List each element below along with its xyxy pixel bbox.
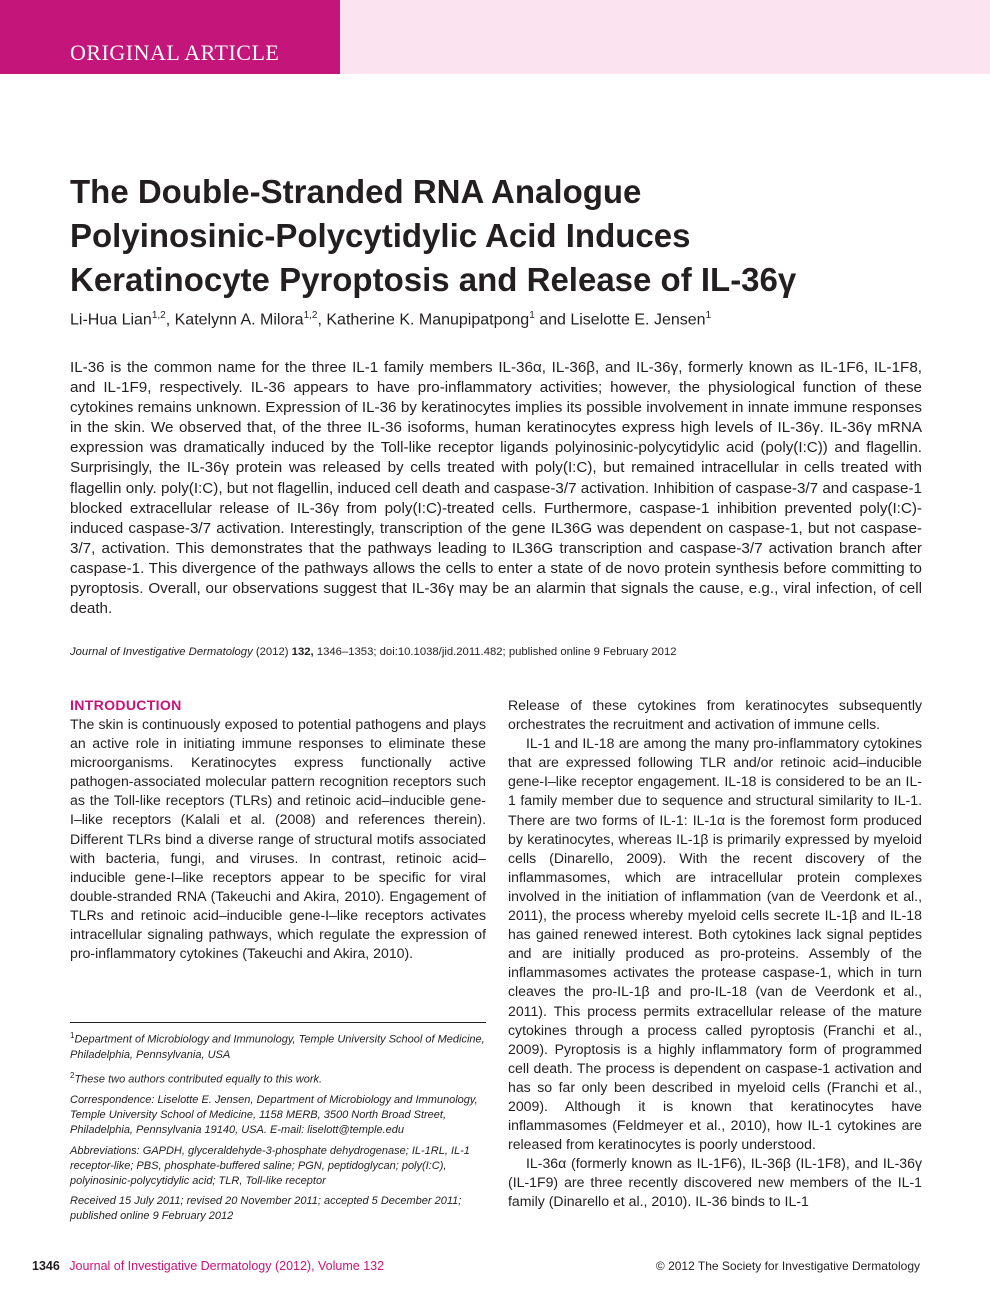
footer-journal-ref: Journal of Investigative Dermatology (2012), Volume 132 [69, 1259, 385, 1273]
author-name: Li-Hua Lian [70, 311, 152, 329]
page-number: 1346 [32, 1259, 60, 1273]
article-type-banner [0, 0, 340, 74]
footnote [70, 1068, 490, 1088]
left-column [70, 696, 486, 963]
footnote-text: These two authors contributed equally to this work. [74, 1073, 323, 1086]
footnote-text: Received 15 July 2011; revised 20 November 2011; accepted 5 December 2011; published online 9 February 2012 [70, 1195, 462, 1223]
paragraph: IL-1 and IL-18 are among the many pro-inflammatory cytokines that are expressed following TLR and/or retinoic acid–inducible gene-I–like receptor engagement. IL-18 is considered to be an IL-1 family member due to sequence and structural similarity to IL-1. There are two forms of IL-1: IL-1α is the foremost form produced by keratinocytes, whereas IL-1β is primarily expressed by myeloid cells (Dinarello, 2009). With the recent discovery of the inflammasomes, which are intracellular protein complexes involved in the initiation of inflammation (van de Veerdonk et al., 2011), the process whereby myeloid cells secrete IL-1β and IL-18 has gained renewed interest. Both cytokines lack signal peptides and are initially produced as pro-proteins. Assembly of the inflammasomes activates the protease caspase-1, which in turn cleaves the pro-IL-1β and pro-IL-18 (van de Veerdonk et al., 2011). This process permits extracellular release of the mature cytokines through a process called pyroptosis (Franchi et al., 2009). Pyroptosis is a highly inflammatory form of programmed cell death. The process is dependent on caspase-1 activation and has so far only been described in myeloid cells (Franchi et al., 2009). Although it is known that keratinocytes have inflammasomes (Feldmeyer et al., 2010), how IL-1 cytokines are released from keratinocytes is poorly understood. [508, 735, 922, 1153]
author-name: Katherine K. Manupipatpong [326, 311, 530, 329]
footnote [70, 1194, 490, 1224]
author-separator: and [534, 311, 571, 329]
title-line: Keratinocyte Pyroptosis and Release of IL-36γ [70, 261, 797, 298]
citation-line [70, 644, 930, 660]
title-line: The Double-Stranded RNA Analogue [70, 173, 642, 210]
citation-volume: 132, [291, 646, 314, 658]
paragraph: The skin is continuously exposed to potential pathogens and plays an active role in initiating immune responses to eliminate these microorganisms. Keratinocytes express functionally active pathogen-associated molecular pattern recognition receptors such as the Toll-like receptors (TLRs) and retinoic acid–inducible gene-I–like receptors (Kalali et al. (2008) and references therein). Different TLRs bind a diverse range of structural motifs associated with bacteria, fungi, and viruses. In contrast, retinoic acid–inducible gene-I–like receptors appear to be specific for viral double-stranded RNA (Takeuchi and Akira, 2010). Engagement of TLRs and retinoic acid–inducible gene-I–like receptors activates intracellular signaling pathways, which regulate the expression of pro-inflammatory cytokines (Takeuchi and Akira, 2010). [70, 716, 486, 962]
author-name: Liselotte E. Jensen [570, 311, 706, 329]
footnote [70, 1093, 490, 1139]
author-affiliation: 1,2 [151, 310, 166, 321]
author-separator: , [317, 311, 327, 329]
author-affiliation: 1,2 [303, 310, 318, 321]
paragraph: IL-36α (formerly known as IL-1F6), IL-36β (IL-1F8), and IL-36γ (IL-1F9) are three recently discovered new members of the IL-1 family (Dinarello et al., 2010). IL-36 binds to IL-1 [508, 1155, 922, 1210]
footnote-mark: 1 [70, 1031, 75, 1040]
footnote-text: Correspondence: Liselotte E. Jensen, Department of Microbiology and Immunology, Temple University School of Medicine, 1158 MERB, 3500 North Broad Street, Philadelphia, Pennsylvania 19140, USA. E-mail: liselott@temple.edu [70, 1093, 478, 1137]
footnotes [70, 1028, 490, 1230]
article-type-label: ORIGINAL ARTICLE [70, 40, 280, 65]
footnote-divider [70, 1022, 486, 1023]
header-band-light [340, 0, 990, 74]
citation-year: (2012) [255, 646, 289, 658]
right-column [508, 696, 922, 1212]
footnote-text: Department of Microbiology and Immunology, Temple University School of Medicine, Philadelphia, Pennsylvania, USA [70, 1033, 485, 1061]
article-title [70, 170, 930, 302]
footnote [70, 1028, 490, 1063]
footnote-mark: 2 [70, 1071, 75, 1081]
footer-copyright: © 2012 The Society for Investigative Dermatology [655, 1259, 920, 1273]
paragraph: Release of these cytokines from keratinocytes subsequently orchestrates the recruitment and activation of immune cells. [508, 697, 922, 733]
footnote [70, 1144, 490, 1190]
title-line: Polyinosinic-Polycytidylic Acid Induces [70, 217, 691, 254]
abstract: IL-36 is the common name for the three IL-1 family members IL-36α, IL-36β, and IL-36γ, formerly known as IL-1F6, IL-1F8, and IL-1F9, respectively. IL-36 appears to have pro-inflammatory activities; however, the physiological function of these cytokines remains unknown. Expression of IL-36 by keratinocytes implies its possible involvement in innate immune responses in the skin. We observed that, of the three IL-36 isoforms, human keratinocytes express high levels of IL-36γ. IL-36γ mRNA expression was dramatically induced by the Toll-like receptor ligands polyinosinic-polycytidylic acid (poly(I:C)) and flagellin. Surprisingly, the IL-36γ protein was released by cells treated with poly(I:C), but remained intracellular in cells treated with flagellin only. poly(I:C), but not flagellin, induced cell death and caspase-3/7 activation. Inhibition of caspase-3/7 and caspase-1 blocked extracellular release of IL-36γ from poly(I:C)-treated cells. Furthermore, caspase-1 inhibition prevented poly(I:C)-induced caspase-3/7 activation. Interestingly, transcription of the gene IL36G was dependent on caspase-1, but not caspase-3/7, activation. This demonstrates that the pathways leading to IL36G transcription and caspase-3/7 activation branch after caspase-1. This divergence of the pathways allows the cells to enter a state of de novo protein synthesis before committing to pyroptosis. Overall, our observations suggest that IL-36γ may be an alarmin that signals the cause, e.g., viral infection, of cell death. [70, 359, 922, 618]
citation-journal: Journal of Investigative Dermatology [70, 646, 253, 658]
footnote-text: Abbreviations: GAPDH, glyceraldehyde-3-phosphate dehydrogenase; IL-1RL, IL-1 receptor-like; PBS, phosphate-buffered saline; PGN, peptidoglycan; poly(I:C), polyinosinic-polycytidylic acid; TLR, Toll-like receptor [70, 1144, 470, 1187]
author-affiliation: 1 [529, 310, 535, 321]
citation-details: 1346–1353; doi:10.1038/jid.2011.482; published online 9 February 2012 [316, 646, 677, 658]
section-heading-introduction: INTRODUCTION [70, 697, 182, 713]
author-list [70, 305, 930, 331]
page-footer-left [32, 1259, 384, 1273]
author-affiliation: 1 [705, 310, 712, 321]
author-name: Katelynn A. Milora [174, 311, 304, 329]
author-separator: , [165, 311, 175, 329]
